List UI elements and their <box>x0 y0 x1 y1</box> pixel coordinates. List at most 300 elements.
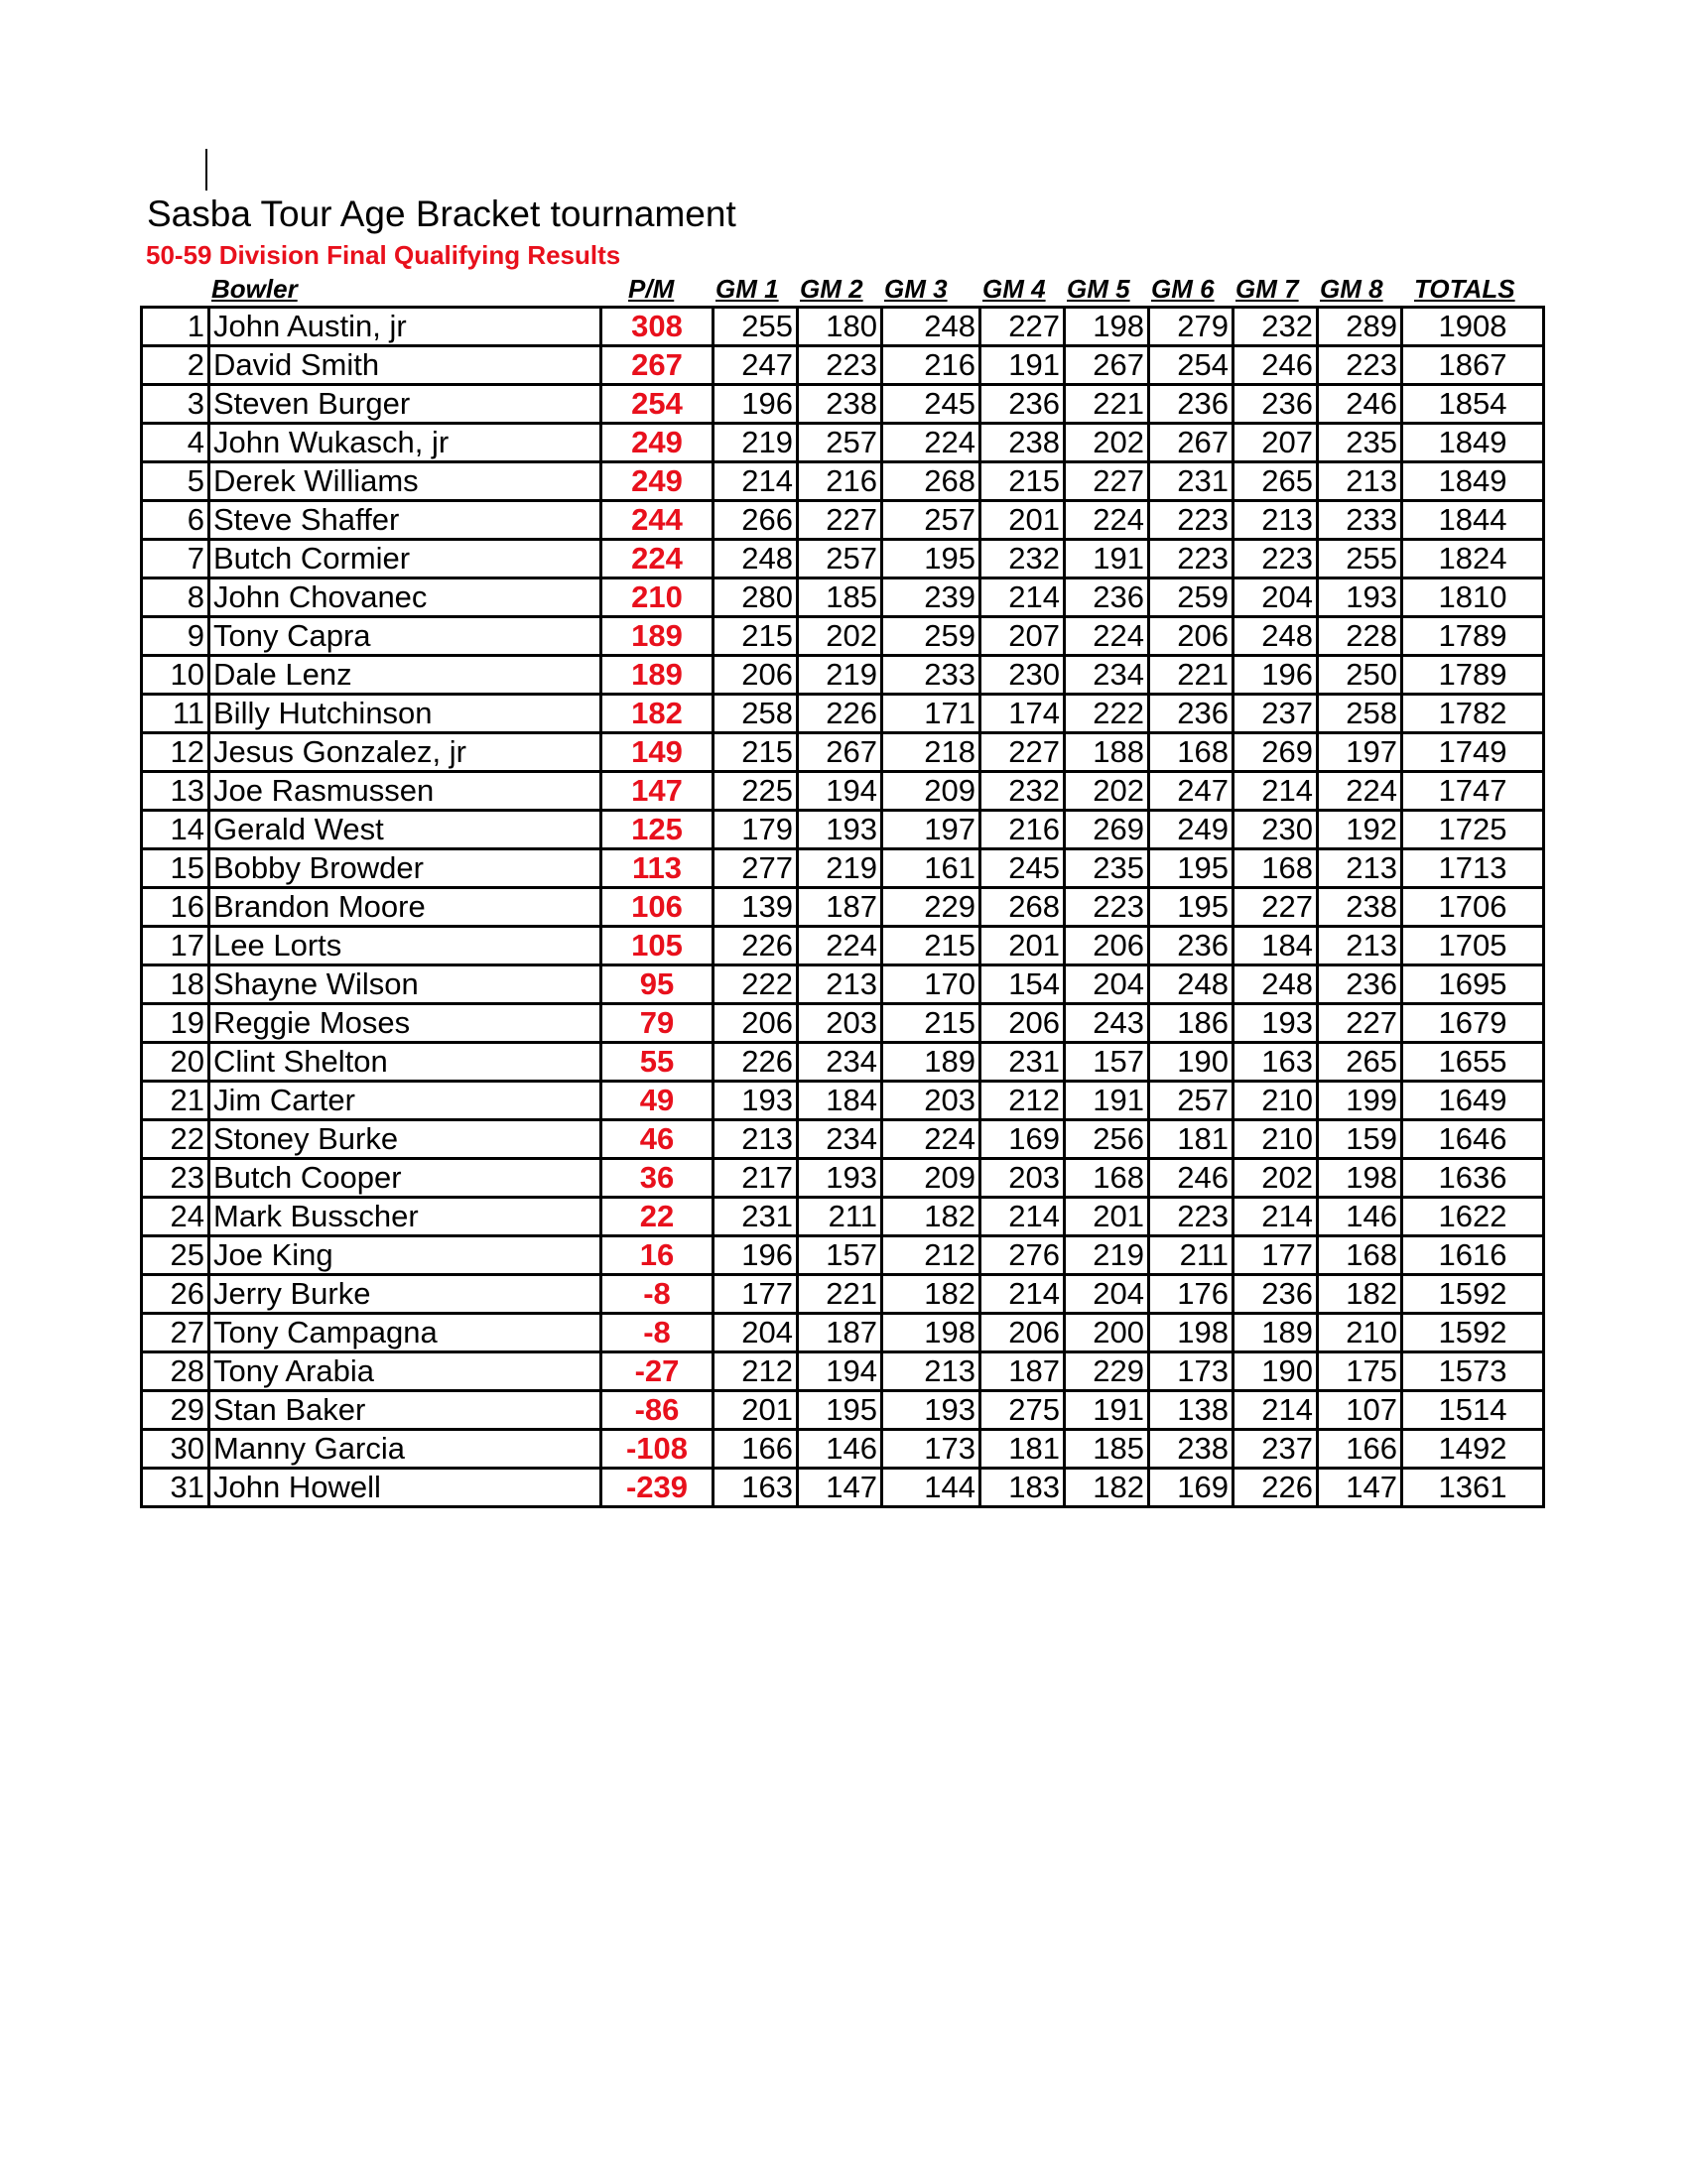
game-2-cell: 193 <box>798 1159 882 1198</box>
text-cursor-mark <box>205 149 207 191</box>
game-1-cell: 255 <box>714 308 798 346</box>
game-8-cell: 224 <box>1318 772 1402 811</box>
game-6-cell: 259 <box>1149 578 1234 617</box>
game-5-cell: 227 <box>1065 462 1149 501</box>
game-3-cell: 257 <box>882 501 980 540</box>
total-cell: 1573 <box>1402 1352 1544 1391</box>
game-3-cell: 161 <box>882 849 980 888</box>
pm-cell: 95 <box>601 965 714 1004</box>
game-3-cell: 144 <box>882 1469 980 1507</box>
game-1-cell: 206 <box>714 1004 798 1043</box>
table-row <box>142 1314 1544 1352</box>
game-3-cell: 248 <box>882 308 980 346</box>
bowler-name-cell: Gerald West <box>209 811 601 849</box>
game-4-cell: 201 <box>980 501 1065 540</box>
total-cell: 1706 <box>1402 888 1544 927</box>
game-7-cell: 163 <box>1234 1043 1318 1082</box>
game-7-cell: 202 <box>1234 1159 1318 1198</box>
rank-cell: 7 <box>142 540 209 578</box>
rank-cell: 28 <box>142 1352 209 1391</box>
game-1-cell: 247 <box>714 346 798 385</box>
table-row <box>142 1159 1544 1198</box>
game-5-cell: 188 <box>1065 733 1149 772</box>
game-6-cell: 236 <box>1149 927 1234 965</box>
game-7-cell: 232 <box>1234 308 1318 346</box>
rank-cell: 31 <box>142 1469 209 1507</box>
game-7-cell: 210 <box>1234 1120 1318 1159</box>
game-2-cell: 184 <box>798 1082 882 1120</box>
bowler-name-cell: Joe King <box>209 1236 601 1275</box>
game-5-cell: 267 <box>1065 346 1149 385</box>
game-2-cell: 202 <box>798 617 882 656</box>
total-cell: 1592 <box>1402 1275 1544 1314</box>
table-row <box>142 1004 1544 1043</box>
header-gm-8: GM 8 <box>1320 274 1383 304</box>
total-cell: 1725 <box>1402 811 1544 849</box>
game-1-cell: 226 <box>714 1043 798 1082</box>
pm-cell: 210 <box>601 578 714 617</box>
game-4-cell: 275 <box>980 1391 1065 1430</box>
game-4-cell: 245 <box>980 849 1065 888</box>
bowler-name-cell: Brandon Moore <box>209 888 601 927</box>
game-4-cell: 231 <box>980 1043 1065 1082</box>
total-cell: 1747 <box>1402 772 1544 811</box>
table-row <box>142 1352 1544 1391</box>
game-4-cell: 214 <box>980 1275 1065 1314</box>
pm-cell: 55 <box>601 1043 714 1082</box>
game-8-cell: 192 <box>1318 811 1402 849</box>
game-4-cell: 216 <box>980 811 1065 849</box>
game-5-cell: 219 <box>1065 1236 1149 1275</box>
game-3-cell: 216 <box>882 346 980 385</box>
game-7-cell: 237 <box>1234 695 1318 733</box>
game-8-cell: 223 <box>1318 346 1402 385</box>
rank-cell: 25 <box>142 1236 209 1275</box>
game-7-cell: 226 <box>1234 1469 1318 1507</box>
table-row <box>142 617 1544 656</box>
table-row <box>142 308 1544 346</box>
game-3-cell: 193 <box>882 1391 980 1430</box>
game-2-cell: 224 <box>798 927 882 965</box>
game-7-cell: 193 <box>1234 1004 1318 1043</box>
header-gm-6: GM 6 <box>1151 274 1215 304</box>
game-5-cell: 221 <box>1065 385 1149 424</box>
game-5-cell: 182 <box>1065 1469 1149 1507</box>
game-7-cell: 184 <box>1234 927 1318 965</box>
total-cell: 1492 <box>1402 1430 1544 1469</box>
rank-cell: 8 <box>142 578 209 617</box>
game-2-cell: 194 <box>798 772 882 811</box>
game-1-cell: 196 <box>714 385 798 424</box>
game-1-cell: 219 <box>714 424 798 462</box>
game-7-cell: 227 <box>1234 888 1318 927</box>
table-row <box>142 1430 1544 1469</box>
bowler-name-cell: Shayne Wilson <box>209 965 601 1004</box>
game-4-cell: 214 <box>980 1198 1065 1236</box>
game-6-cell: 279 <box>1149 308 1234 346</box>
total-cell: 1844 <box>1402 501 1544 540</box>
game-4-cell: 207 <box>980 617 1065 656</box>
game-7-cell: 265 <box>1234 462 1318 501</box>
pm-cell: 244 <box>601 501 714 540</box>
pm-cell: 249 <box>601 462 714 501</box>
game-4-cell: 183 <box>980 1469 1065 1507</box>
game-6-cell: 195 <box>1149 888 1234 927</box>
rank-cell: 5 <box>142 462 209 501</box>
division-subtitle: 50-59 Division Final Qualifying Results <box>146 240 621 270</box>
bowler-name-cell: Butch Cormier <box>209 540 601 578</box>
total-cell: 1713 <box>1402 849 1544 888</box>
game-8-cell: 228 <box>1318 617 1402 656</box>
game-4-cell: 212 <box>980 1082 1065 1120</box>
pm-cell: 254 <box>601 385 714 424</box>
bowler-name-cell: Tony Capra <box>209 617 601 656</box>
game-8-cell: 236 <box>1318 965 1402 1004</box>
pm-cell: 49 <box>601 1082 714 1120</box>
game-3-cell: 215 <box>882 1004 980 1043</box>
game-6-cell: 138 <box>1149 1391 1234 1430</box>
game-1-cell: 277 <box>714 849 798 888</box>
total-cell: 1867 <box>1402 346 1544 385</box>
pm-cell: 189 <box>601 656 714 695</box>
pm-cell: 79 <box>601 1004 714 1043</box>
game-6-cell: 247 <box>1149 772 1234 811</box>
header-gm-4: GM 4 <box>982 274 1046 304</box>
game-6-cell: 223 <box>1149 501 1234 540</box>
game-5-cell: 200 <box>1065 1314 1149 1352</box>
bowler-name-cell: Stoney Burke <box>209 1120 601 1159</box>
game-6-cell: 248 <box>1149 965 1234 1004</box>
table-row <box>142 540 1544 578</box>
game-4-cell: 232 <box>980 540 1065 578</box>
game-4-cell: 268 <box>980 888 1065 927</box>
pm-cell: 46 <box>601 1120 714 1159</box>
game-5-cell: 198 <box>1065 308 1149 346</box>
game-2-cell: 226 <box>798 695 882 733</box>
game-8-cell: 182 <box>1318 1275 1402 1314</box>
game-2-cell: 216 <box>798 462 882 501</box>
table-row <box>142 1120 1544 1159</box>
game-6-cell: 181 <box>1149 1120 1234 1159</box>
game-3-cell: 209 <box>882 772 980 811</box>
game-5-cell: 223 <box>1065 888 1149 927</box>
total-cell: 1616 <box>1402 1236 1544 1275</box>
game-1-cell: 226 <box>714 927 798 965</box>
game-2-cell: 223 <box>798 346 882 385</box>
game-8-cell: 233 <box>1318 501 1402 540</box>
game-2-cell: 185 <box>798 578 882 617</box>
game-8-cell: 265 <box>1318 1043 1402 1082</box>
game-3-cell: 212 <box>882 1236 980 1275</box>
game-5-cell: 222 <box>1065 695 1149 733</box>
game-8-cell: 289 <box>1318 308 1402 346</box>
game-5-cell: 229 <box>1065 1352 1149 1391</box>
table-row <box>142 772 1544 811</box>
pm-cell: -8 <box>601 1275 714 1314</box>
pm-cell: 22 <box>601 1198 714 1236</box>
game-6-cell: 198 <box>1149 1314 1234 1352</box>
rank-cell: 11 <box>142 695 209 733</box>
total-cell: 1789 <box>1402 656 1544 695</box>
bowler-name-cell: Joe Rasmussen <box>209 772 601 811</box>
game-8-cell: 159 <box>1318 1120 1402 1159</box>
bowler-name-cell: Steven Burger <box>209 385 601 424</box>
game-2-cell: 211 <box>798 1198 882 1236</box>
rank-cell: 12 <box>142 733 209 772</box>
pm-cell: 106 <box>601 888 714 927</box>
game-8-cell: 250 <box>1318 656 1402 695</box>
game-3-cell: 195 <box>882 540 980 578</box>
game-6-cell: 190 <box>1149 1043 1234 1082</box>
game-6-cell: 186 <box>1149 1004 1234 1043</box>
game-7-cell: 223 <box>1234 540 1318 578</box>
game-5-cell: 185 <box>1065 1430 1149 1469</box>
game-5-cell: 269 <box>1065 811 1149 849</box>
game-3-cell: 218 <box>882 733 980 772</box>
game-8-cell: 238 <box>1318 888 1402 927</box>
rank-cell: 18 <box>142 965 209 1004</box>
game-2-cell: 257 <box>798 540 882 578</box>
game-2-cell: 187 <box>798 888 882 927</box>
game-1-cell: 248 <box>714 540 798 578</box>
game-3-cell: 189 <box>882 1043 980 1082</box>
game-7-cell: 230 <box>1234 811 1318 849</box>
total-cell: 1705 <box>1402 927 1544 965</box>
game-5-cell: 234 <box>1065 656 1149 695</box>
game-4-cell: 227 <box>980 733 1065 772</box>
game-1-cell: 139 <box>714 888 798 927</box>
table-row <box>142 424 1544 462</box>
total-cell: 1592 <box>1402 1314 1544 1352</box>
game-8-cell: 147 <box>1318 1469 1402 1507</box>
game-1-cell: 163 <box>714 1469 798 1507</box>
game-1-cell: 280 <box>714 578 798 617</box>
pm-cell: 249 <box>601 424 714 462</box>
game-4-cell: 201 <box>980 927 1065 965</box>
total-cell: 1782 <box>1402 695 1544 733</box>
table-row <box>142 1082 1544 1120</box>
game-3-cell: 197 <box>882 811 980 849</box>
game-1-cell: 212 <box>714 1352 798 1391</box>
table-row <box>142 578 1544 617</box>
qualifying-results-table <box>140 306 1545 1508</box>
game-7-cell: 248 <box>1234 965 1318 1004</box>
pm-cell: 147 <box>601 772 714 811</box>
game-6-cell: 168 <box>1149 733 1234 772</box>
pm-cell: 149 <box>601 733 714 772</box>
total-cell: 1854 <box>1402 385 1544 424</box>
total-cell: 1636 <box>1402 1159 1544 1198</box>
table-row <box>142 346 1544 385</box>
game-6-cell: 176 <box>1149 1275 1234 1314</box>
game-4-cell: 169 <box>980 1120 1065 1159</box>
total-cell: 1361 <box>1402 1469 1544 1507</box>
total-cell: 1824 <box>1402 540 1544 578</box>
game-2-cell: 234 <box>798 1120 882 1159</box>
game-3-cell: 245 <box>882 385 980 424</box>
game-8-cell: 146 <box>1318 1198 1402 1236</box>
game-1-cell: 201 <box>714 1391 798 1430</box>
pm-cell: -86 <box>601 1391 714 1430</box>
rank-cell: 14 <box>142 811 209 849</box>
game-3-cell: 203 <box>882 1082 980 1120</box>
bowler-name-cell: Clint Shelton <box>209 1043 601 1082</box>
table-row <box>142 965 1544 1004</box>
page-title: Sasba Tour Age Bracket tournament <box>147 193 736 234</box>
bowler-name-cell: Reggie Moses <box>209 1004 601 1043</box>
bowler-name-cell: Jerry Burke <box>209 1275 601 1314</box>
rank-cell: 1 <box>142 308 209 346</box>
game-6-cell: 169 <box>1149 1469 1234 1507</box>
table-row <box>142 849 1544 888</box>
game-8-cell: 175 <box>1318 1352 1402 1391</box>
bowler-name-cell: Tony Arabia <box>209 1352 601 1391</box>
bowler-name-cell: Billy Hutchinson <box>209 695 601 733</box>
table-row <box>142 385 1544 424</box>
game-7-cell: 177 <box>1234 1236 1318 1275</box>
game-6-cell: 195 <box>1149 849 1234 888</box>
game-6-cell: 267 <box>1149 424 1234 462</box>
pm-cell: -239 <box>601 1469 714 1507</box>
game-8-cell: 258 <box>1318 695 1402 733</box>
bowler-name-cell: David Smith <box>209 346 601 385</box>
pm-cell: 182 <box>601 695 714 733</box>
game-3-cell: 224 <box>882 1120 980 1159</box>
game-3-cell: 209 <box>882 1159 980 1198</box>
bowler-name-cell: Mark Busscher <box>209 1198 601 1236</box>
header-gm-7: GM 7 <box>1235 274 1299 304</box>
game-6-cell: 206 <box>1149 617 1234 656</box>
table-row <box>142 695 1544 733</box>
rank-cell: 9 <box>142 617 209 656</box>
game-8-cell: 255 <box>1318 540 1402 578</box>
total-cell: 1789 <box>1402 617 1544 656</box>
game-2-cell: 147 <box>798 1469 882 1507</box>
pm-cell: 105 <box>601 927 714 965</box>
table-row <box>142 811 1544 849</box>
bowler-name-cell: Steve Shaffer <box>209 501 601 540</box>
bowler-name-cell: John Austin, jr <box>209 308 601 346</box>
game-6-cell: 211 <box>1149 1236 1234 1275</box>
bowler-name-cell: Dale Lenz <box>209 656 601 695</box>
header-gm-1: GM 1 <box>715 274 779 304</box>
game-4-cell: 203 <box>980 1159 1065 1198</box>
game-7-cell: 269 <box>1234 733 1318 772</box>
game-5-cell: 191 <box>1065 1082 1149 1120</box>
pm-cell: 36 <box>601 1159 714 1198</box>
game-5-cell: 256 <box>1065 1120 1149 1159</box>
game-3-cell: 173 <box>882 1430 980 1469</box>
rank-cell: 10 <box>142 656 209 695</box>
table-row <box>142 927 1544 965</box>
bowler-name-cell: Lee Lorts <box>209 927 601 965</box>
game-1-cell: 206 <box>714 656 798 695</box>
game-1-cell: 177 <box>714 1275 798 1314</box>
game-3-cell: 182 <box>882 1198 980 1236</box>
game-6-cell: 223 <box>1149 540 1234 578</box>
rank-cell: 2 <box>142 346 209 385</box>
game-4-cell: 227 <box>980 308 1065 346</box>
bowler-name-cell: Jim Carter <box>209 1082 601 1120</box>
rank-cell: 6 <box>142 501 209 540</box>
table-row <box>142 1275 1544 1314</box>
game-4-cell: 181 <box>980 1430 1065 1469</box>
bowler-name-cell: Tony Campagna <box>209 1314 601 1352</box>
pm-cell: -27 <box>601 1352 714 1391</box>
game-1-cell: 213 <box>714 1120 798 1159</box>
game-6-cell: 236 <box>1149 385 1234 424</box>
pm-cell: 189 <box>601 617 714 656</box>
game-1-cell: 266 <box>714 501 798 540</box>
game-3-cell: 198 <box>882 1314 980 1352</box>
game-5-cell: 202 <box>1065 772 1149 811</box>
bowler-name-cell: Stan Baker <box>209 1391 601 1430</box>
game-1-cell: 204 <box>714 1314 798 1352</box>
game-4-cell: 191 <box>980 346 1065 385</box>
game-4-cell: 276 <box>980 1236 1065 1275</box>
game-5-cell: 224 <box>1065 501 1149 540</box>
bowler-name-cell: Derek Williams <box>209 462 601 501</box>
game-7-cell: 196 <box>1234 656 1318 695</box>
header-pm: P/M <box>628 274 675 304</box>
rank-cell: 4 <box>142 424 209 462</box>
game-4-cell: 206 <box>980 1004 1065 1043</box>
game-7-cell: 237 <box>1234 1430 1318 1469</box>
game-7-cell: 246 <box>1234 346 1318 385</box>
bowler-name-cell: John Wukasch, jr <box>209 424 601 462</box>
game-1-cell: 231 <box>714 1198 798 1236</box>
total-cell: 1655 <box>1402 1043 1544 1082</box>
pm-cell: 125 <box>601 811 714 849</box>
game-3-cell: 239 <box>882 578 980 617</box>
total-cell: 1649 <box>1402 1082 1544 1120</box>
game-7-cell: 168 <box>1234 849 1318 888</box>
total-cell: 1622 <box>1402 1198 1544 1236</box>
game-8-cell: 168 <box>1318 1236 1402 1275</box>
rank-cell: 16 <box>142 888 209 927</box>
game-6-cell: 249 <box>1149 811 1234 849</box>
table-row <box>142 1391 1544 1430</box>
header-bowler: Bowler <box>211 274 298 304</box>
game-2-cell: 195 <box>798 1391 882 1430</box>
game-5-cell: 204 <box>1065 965 1149 1004</box>
bowler-name-cell: John Chovanec <box>209 578 601 617</box>
game-1-cell: 215 <box>714 617 798 656</box>
game-5-cell: 168 <box>1065 1159 1149 1198</box>
game-2-cell: 257 <box>798 424 882 462</box>
game-4-cell: 206 <box>980 1314 1065 1352</box>
game-7-cell: 190 <box>1234 1352 1318 1391</box>
rank-cell: 23 <box>142 1159 209 1198</box>
table-row <box>142 1043 1544 1082</box>
game-2-cell: 187 <box>798 1314 882 1352</box>
game-2-cell: 213 <box>798 965 882 1004</box>
total-cell: 1908 <box>1402 308 1544 346</box>
game-1-cell: 215 <box>714 733 798 772</box>
game-2-cell: 227 <box>798 501 882 540</box>
game-2-cell: 157 <box>798 1236 882 1275</box>
game-1-cell: 179 <box>714 811 798 849</box>
game-8-cell: 210 <box>1318 1314 1402 1352</box>
game-3-cell: 233 <box>882 656 980 695</box>
bowler-name-cell: Jesus Gonzalez, jr <box>209 733 601 772</box>
rank-cell: 27 <box>142 1314 209 1352</box>
game-5-cell: 243 <box>1065 1004 1149 1043</box>
game-7-cell: 236 <box>1234 385 1318 424</box>
game-1-cell: 217 <box>714 1159 798 1198</box>
game-7-cell: 214 <box>1234 772 1318 811</box>
game-4-cell: 238 <box>980 424 1065 462</box>
